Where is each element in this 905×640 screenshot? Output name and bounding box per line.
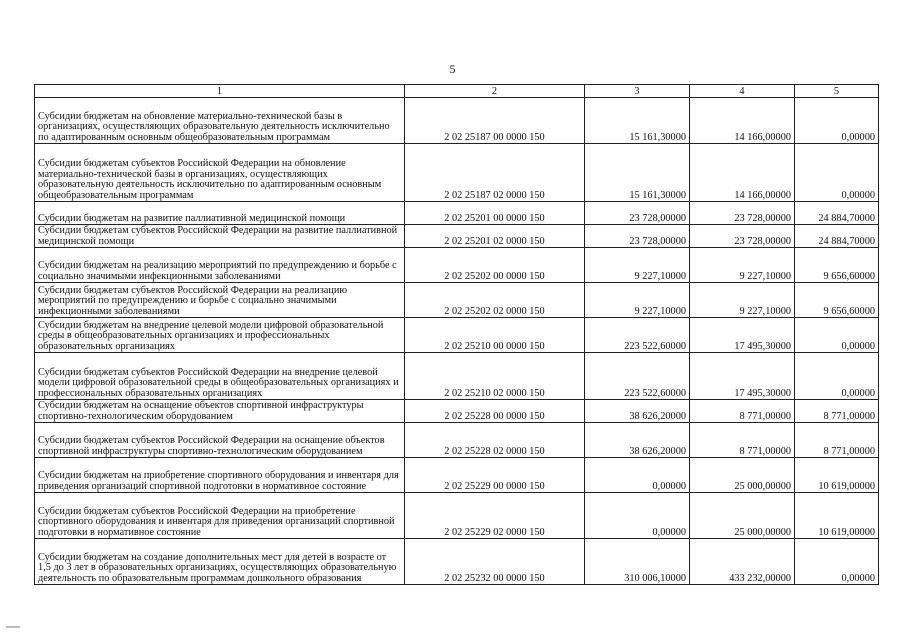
row-value-col3: 223 522,60000	[585, 353, 690, 400]
column-header-3: 3	[585, 85, 690, 98]
row-value-col3: 310 006,10000	[585, 539, 690, 585]
column-header-4: 4	[690, 85, 795, 98]
table-row	[35, 98, 879, 144]
row-value-col3: 23 728,00000	[585, 202, 690, 225]
row-value-col4: 25 000,00000	[690, 493, 795, 539]
row-value-col4: 9 227,10000	[690, 283, 795, 318]
row-code-cell: 2 02 25202 02 0000 150	[405, 283, 585, 318]
row-value-col5: 0,00000	[795, 353, 879, 400]
row-code-cell: 2 02 25210 02 0000 150	[405, 353, 585, 400]
table-row	[35, 144, 879, 202]
row-value-col4: 25 000,00000	[690, 458, 795, 493]
row-name-cell: Субсидии бюджетам субъектов Российской Федерации на оснащение объектов спортивной инфраструктуры спортивно-технологическим оборудованием	[35, 423, 405, 458]
row-name-cell: Субсидии бюджетам на приобретение спортивного оборудования и инвентаря для приведения организаций спортивной подготовки в нормативное состояние	[35, 458, 405, 493]
row-name-cell: Субсидии бюджетам субъектов Российской Федерации на приобретение спортивного оборудования и инвентаря для приведения организаций спортивной подготовки в нормативное состояние	[35, 493, 405, 539]
row-value-col3: 9 227,10000	[585, 283, 690, 318]
row-value-col5: 0,00000	[795, 539, 879, 585]
row-code-cell: 2 02 25228 00 0000 150	[405, 400, 585, 423]
table-row	[35, 423, 879, 458]
row-value-col3: 9 227,10000	[585, 248, 690, 283]
row-value-col5: 0,00000	[795, 318, 879, 353]
row-code-cell: 2 02 25201 00 0000 150	[405, 202, 585, 225]
row-value-col4: 433 232,00000	[690, 539, 795, 585]
row-name-cell: Субсидии бюджетам на создание дополнительных мест для детей в возрасте от 1,5 до 3 лет в образовательных организациях, осуществляющих образовательную деятельность по образовательным программам дошкольного образования	[35, 539, 405, 585]
row-value-col3: 38 626,20000	[585, 400, 690, 423]
row-value-col3: 23 728,00000	[585, 225, 690, 248]
row-code-cell: 2 02 25187 02 0000 150	[405, 144, 585, 202]
row-value-col5: 24 884,70000	[795, 202, 879, 225]
budget-table	[34, 84, 879, 585]
row-name-cell: Субсидии бюджетам субъектов Российской Федерации на реализацию мероприятий по предупреждению и борьбе с социально значимыми инфекционными заболеваниями	[35, 283, 405, 318]
row-value-col5: 9 656,60000	[795, 283, 879, 318]
row-code-cell: 2 02 25210 00 0000 150	[405, 318, 585, 353]
row-value-col5: 8 771,00000	[795, 400, 879, 423]
row-value-col5: 8 771,00000	[795, 423, 879, 458]
row-value-col5: 10 619,00000	[795, 493, 879, 539]
table-row	[35, 539, 879, 585]
row-value-col5: 0,00000	[795, 98, 879, 144]
page-number: 5	[449, 62, 456, 76]
row-value-col3: 15 161,30000	[585, 98, 690, 144]
row-value-col4: 23 728,00000	[690, 225, 795, 248]
row-code-cell: 2 02 25187 00 0000 150	[405, 98, 585, 144]
table-row	[35, 400, 879, 423]
table-row	[35, 202, 879, 225]
row-value-col4: 17 495,30000	[690, 318, 795, 353]
row-value-col4: 8 771,00000	[690, 423, 795, 458]
row-value-col5: 0,00000	[795, 144, 879, 202]
row-name-cell: Субсидии бюджетам субъектов Российской Федерации на развитие паллиативной медицинской помощи	[35, 225, 405, 248]
row-name-cell: Субсидии бюджетам на внедрение целевой модели цифровой образовательной среды в общеобразовательных организациях и профессиональных образовательных организациях	[35, 318, 405, 353]
row-code-cell: 2 02 25232 00 0000 150	[405, 539, 585, 585]
row-value-col5: 24 884,70000	[795, 225, 879, 248]
row-value-col4: 8 771,00000	[690, 400, 795, 423]
row-code-cell: 2 02 25202 00 0000 150	[405, 248, 585, 283]
row-name-cell: Субсидии бюджетам субъектов Российской Федерации на внедрение целевой модели цифровой образовательной среды в общеобразовательных организациях и профессиональных образовательных организациях	[35, 353, 405, 400]
scan-edge-mark	[6, 626, 20, 628]
header-row	[35, 85, 879, 98]
row-code-cell: 2 02 25201 02 0000 150	[405, 225, 585, 248]
table-row	[35, 225, 879, 248]
column-header-2: 2	[405, 85, 585, 98]
row-value-col4: 9 227,10000	[690, 248, 795, 283]
row-code-cell: 2 02 25229 02 0000 150	[405, 493, 585, 539]
row-value-col3: 223 522,60000	[585, 318, 690, 353]
row-value-col4: 14 166,00000	[690, 144, 795, 202]
row-value-col4: 23 728,00000	[690, 202, 795, 225]
column-header-5: 5	[795, 85, 879, 98]
row-value-col5: 9 656,60000	[795, 248, 879, 283]
column-header-1: 1	[35, 85, 405, 98]
row-value-col3: 15 161,30000	[585, 144, 690, 202]
table-row	[35, 493, 879, 539]
table-row	[35, 283, 879, 318]
table-row	[35, 318, 879, 353]
row-name-cell: Субсидии бюджетам субъектов Российской Федерации на обновление материально-технической базы в организациях, осуществляющих образовательную деятельность исключительно по адаптированным основным общеобразовательным программам	[35, 144, 405, 202]
row-name-cell: Субсидии бюджетам на оснащение объектов спортивной инфраструктуры спортивно-технологическим оборудованием	[35, 400, 405, 423]
row-value-col3: 38 626,20000	[585, 423, 690, 458]
row-code-cell: 2 02 25229 00 0000 150	[405, 458, 585, 493]
row-value-col4: 14 166,00000	[690, 98, 795, 144]
table-row	[35, 353, 879, 400]
row-value-col3: 0,00000	[585, 458, 690, 493]
row-name-cell: Субсидии бюджетам на реализацию мероприятий по предупреждению и борьбе с социально значимыми инфекционными заболеваниями	[35, 248, 405, 283]
row-name-cell: Субсидии бюджетам на обновление материально-технической базы в организациях, осуществляющих образовательную деятельность исключительно по адаптированным основным общеобразовательным программам	[35, 98, 405, 144]
table-row	[35, 248, 879, 283]
table-row	[35, 458, 879, 493]
row-code-cell: 2 02 25228 02 0000 150	[405, 423, 585, 458]
row-name-cell: Субсидии бюджетам на развитие паллиативной медицинской помощи	[35, 202, 405, 225]
row-value-col5: 10 619,00000	[795, 458, 879, 493]
row-value-col4: 17 495,30000	[690, 353, 795, 400]
row-value-col3: 0,00000	[585, 493, 690, 539]
